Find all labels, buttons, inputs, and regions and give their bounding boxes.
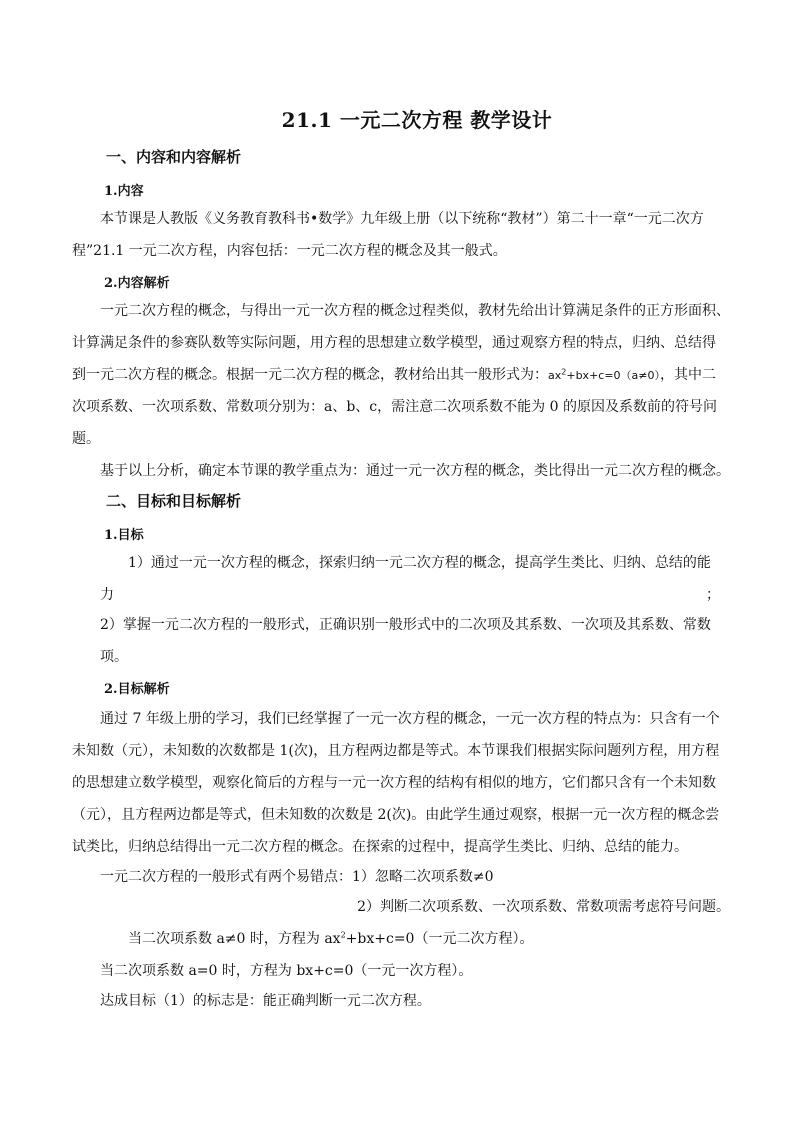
paragraph-line: 本节课是人教版《义务教育教科书•数学》九年级上册（以下统称“教材”）第二十一章“一元二次方	[100, 211, 704, 227]
paragraph-line: （元），且方程两边都是等式，但未知数的次数是 2(次)。由此学生通过观察，根据一元一次方程的概念尝	[72, 807, 720, 823]
paragraph-line	[72, 364, 716, 384]
paragraph-line: 通过 7 年级上册的学习，我们已经掌握了一元一次方程的概念，一元一次方程的特点为：只含有一个	[100, 711, 720, 727]
subheading-content: 1.内容	[104, 184, 144, 199]
paragraph-line: 基于以上分析，确定本节课的教学重点为：通过一元一次方程的概念，类比得出一元二次方程的概念。	[100, 463, 730, 479]
case-line: 当二次项系数 a=0 时，方程为 bx+c=0（一元一次方程）。	[100, 963, 473, 979]
case-line: 达成目标（1）的标志是：能正确判断一元二次方程。	[100, 993, 431, 1009]
paragraph-line: 试类比，归纳总结得出一元二次方程的概念。在探索的过程中，提高学生类比、归纳、总结的能力。	[72, 839, 688, 855]
goal-line: 2）掌握一元二次方程的一般形式，正确识别一般形式中的二次项及其系数、一次项及其系数、常数	[100, 617, 711, 633]
case-line	[128, 928, 533, 948]
paragraph-line: 的思想建立数学模型，观察化简后的方程与一元一次方程的结构有相似的地方，它们都只含有一个未知数	[72, 775, 716, 791]
formula-exponent: 2	[340, 930, 346, 940]
goal-line: 项。	[100, 649, 128, 665]
paragraph-line: 题。	[72, 431, 100, 447]
text-run: 当二次项系数 a≠0 时，方程为 ax	[128, 931, 341, 947]
text-run: ，其中二	[660, 367, 717, 383]
paragraph-line: 计算满足条件的参赛队数等实际问题，用方程的思想建立数学模型，通过观察方程的特点，归纳、总结得	[72, 335, 716, 351]
goal-line: 力	[100, 587, 114, 603]
paragraph-line: 程”21.1 一元二次方程，内容包括：一元二次方程的概念及其一般式。	[72, 243, 507, 259]
section-heading-content: 一、内容和内容解析	[106, 148, 242, 166]
subheading-goals: 1.目标	[104, 528, 144, 543]
goal-line: 1）通过一元一次方程的概念，探索归纳一元二次方程的概念，提高学生类比、归纳、总结的能	[128, 555, 711, 571]
text-run: 到一元二次方程的概念。根据一元二次方程的概念，教材给出其一般形式为：	[72, 367, 548, 383]
section-heading-goals: 二、目标和目标解析	[106, 492, 242, 510]
formula-rest: +bx+c=0（a≠0）	[566, 369, 661, 382]
subheading-goal-analysis: 2.目标解析	[104, 682, 170, 697]
error-point-line: 2）判断二次项系数、一次项系数、常数项需考虑符号问题。	[357, 899, 730, 915]
formula-base: ax	[548, 369, 562, 382]
formula-exponent: 2	[561, 367, 567, 377]
error-point-line: 一元二次方程的一般形式有两个易错点：1）忽略二次项系数≠0	[100, 869, 494, 885]
paragraph-line: 一元二次方程的概念，与得出一元一次方程的概念过程类似，教材先给出计算满足条件的正方形面积、	[100, 303, 730, 319]
goal-line-end: ；	[706, 587, 720, 603]
subheading-content-analysis: 2.内容解析	[104, 276, 170, 291]
text-run: +bx+c=0（一元二次方程）。	[345, 931, 534, 947]
formula-run	[548, 369, 660, 382]
document-title: 21.1 一元二次方程 教学设计	[281, 108, 553, 132]
paragraph-line: 未知数（元），未知数的次数都是 1(次)，且方程两边都是等式。本节课我们根据实际问题列方程，用方程	[72, 743, 720, 759]
paragraph-line: 次项系数、一次项系数、常数项分别为：a、b、c，需注意二次项系数不能为 0 的原因及系数前的符号问	[72, 399, 717, 415]
